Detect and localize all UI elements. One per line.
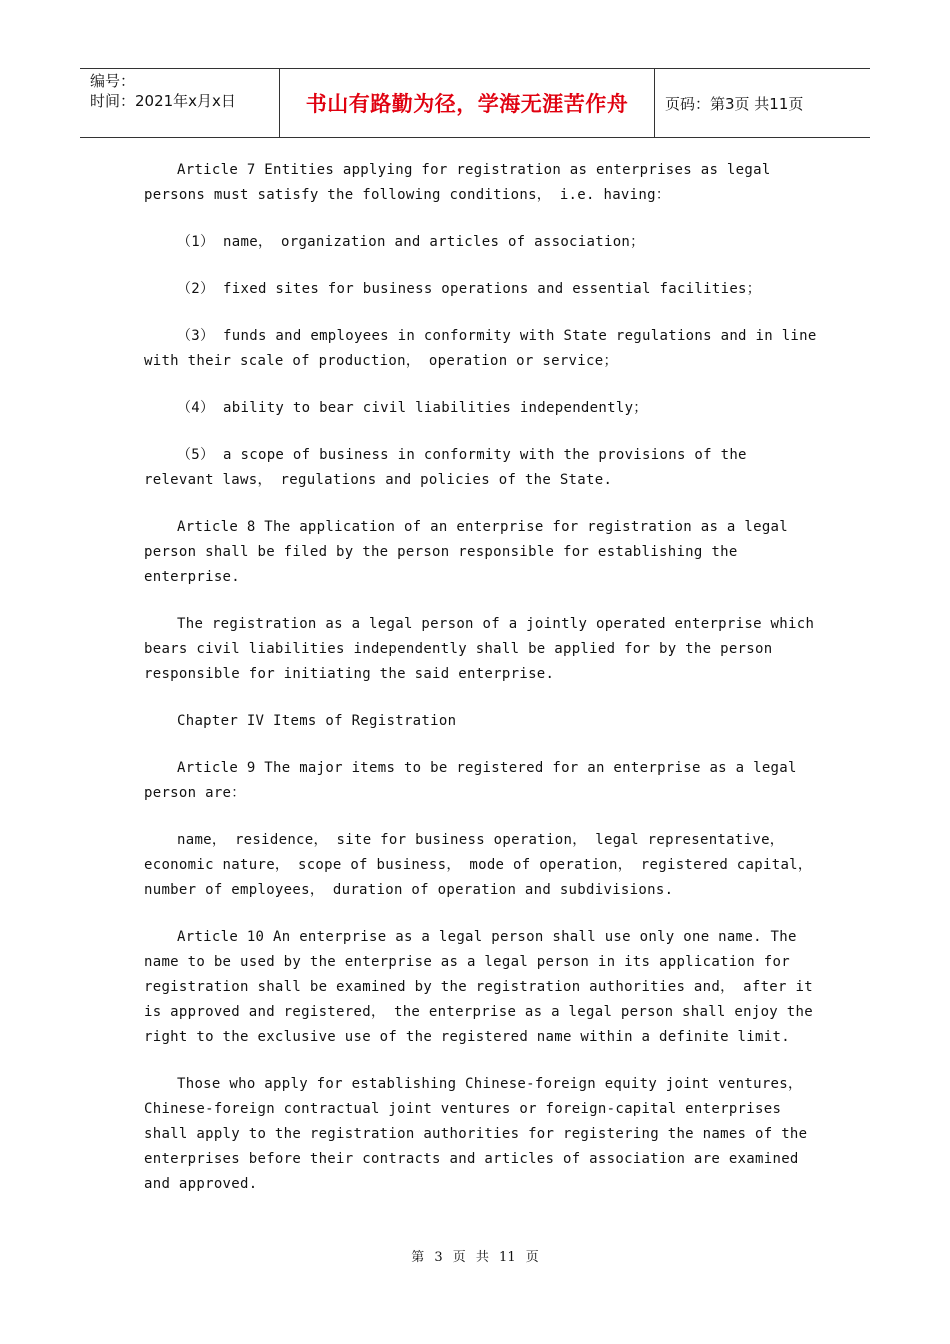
page-footer: 第 3 页 共 11 页 [411, 1250, 539, 1265]
paragraph-article-8-cont: The registration as a legal person of a jointly operated enterprise which bears civil liabilities independently shall be applied for by the person responsible for initiating the said enterprise. [144, 616, 823, 682]
paragraph-condition-5: （5） a scope of business in conformity with the provisions of the relevant laws， regulations and policies of the State. [144, 447, 756, 488]
header-page-info: 页码：第3页 共11页 [665, 94, 804, 113]
chapter-heading: Chapter IV Items of Registration [177, 713, 457, 729]
paragraph-condition-2: （2） fixed sites for business operations and essential facilities； [177, 281, 762, 297]
paragraph-article-7: Article 7 Entities applying for registration as enterprises as legal persons must satisfy the following conditions， i.e. having： [144, 162, 780, 203]
paragraph-condition-4: （4） ability to bear civil liabilities independently； [177, 400, 648, 416]
document-body [144, 158, 824, 1219]
paragraph-article-9-items: name， residence， site for business operation， legal representative， economic nature， scope of business， mode of operation， registered capital， number of employees， duration of operation and subdivisions. [144, 832, 821, 898]
header-meta [80, 69, 280, 137]
header-motto: 书山有路勤为径，学海无涯苦作舟 [280, 69, 655, 137]
paragraph-article-8: Article 8 The application of an enterprise for registration as a legal person shall be filed by the person responsible for establishing the enterprise. [144, 519, 797, 585]
paragraph-article-10-cont: Those who apply for establishing Chinese-foreign equity joint ventures， Chinese-foreign contractual joint ventures or foreign-capital enterprises shall apply to the registration authorities for registering the names of the enterprises before their contracts and articles of association are examined and approved. [144, 1076, 817, 1192]
paragraph-condition-1: （1） name， organization and articles of association； [177, 234, 645, 250]
paragraph-article-10: Article 10 An enterprise as a legal person shall use only one name. The name to be used by the enterprise as a legal person in its application for registration shall be examined by the registration authorities and， after it is approved and registered， the enterprise as a legal person shall enjoy the right to the exclusive use of the registered name within a definite limit. [144, 929, 822, 1045]
document-number-label: 编号： [90, 72, 136, 90]
page-header [80, 68, 870, 138]
paragraph-condition-3: （3） funds and employees in conformity with State regulations and in line with their scale of production， operation or service； [144, 328, 826, 369]
paragraph-article-9: Article 9 The major items to be registered for an enterprise as a legal person are： [144, 760, 806, 801]
document-time-label: 时间：2021年x月x日 [90, 92, 236, 110]
